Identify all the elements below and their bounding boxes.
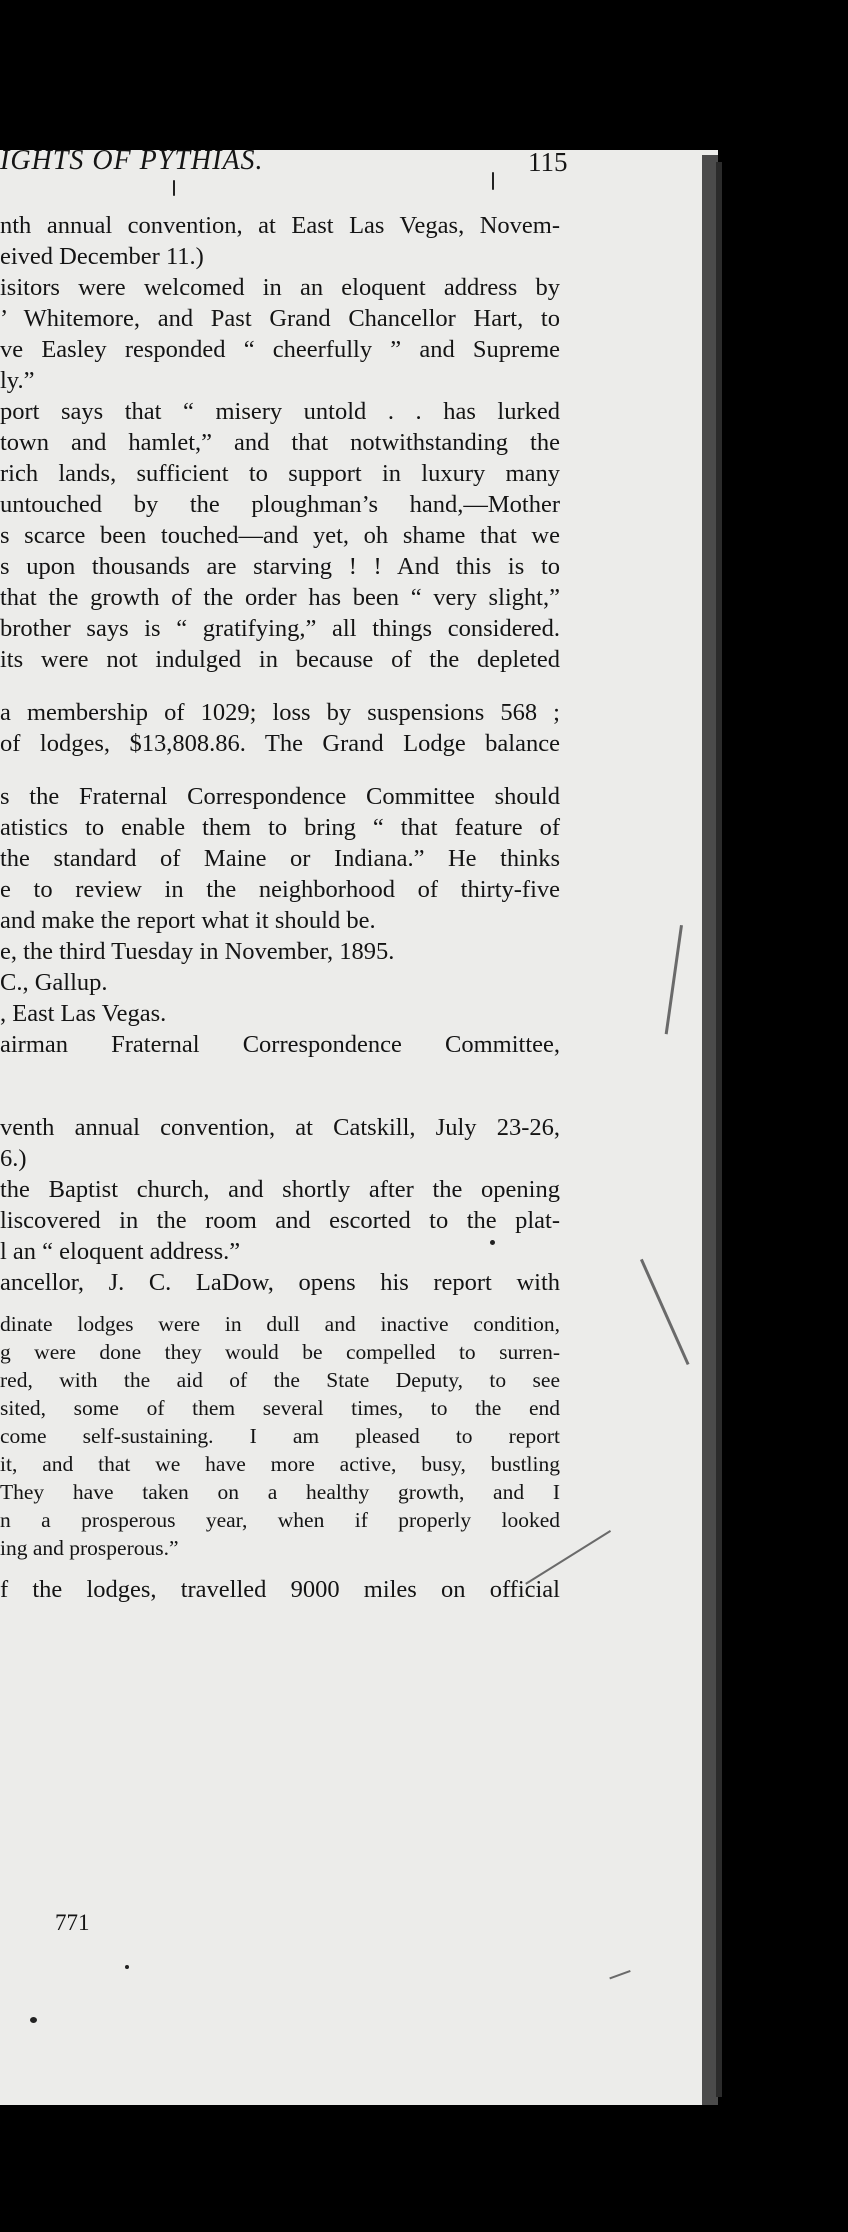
text-line: and make the report what it should be. <box>0 907 376 934</box>
text-line: isitors were welcomed in an eloquent address by <box>0 274 560 301</box>
quote-line: come self-sustaining. I am pleased to report <box>0 1424 560 1448</box>
text-line: the Baptist church, and shortly after the opening <box>0 1176 560 1203</box>
ink-speck <box>173 180 175 196</box>
ink-speck <box>490 1240 495 1245</box>
quote-line: dinate lodges were in dull and inactive condition, <box>0 1312 560 1336</box>
text-line: nth annual convention, at East Las Vegas, Novem- <box>0 212 560 239</box>
page-edge-dark <box>716 162 722 2097</box>
text-line: brother says is “ gratifying,” all things considered. <box>0 615 560 642</box>
text-line: port says that “ misery untold . . has lurked <box>0 398 560 425</box>
text-line: untouched by the ploughman’s hand,—Mother <box>0 491 560 518</box>
text-line: airman Fraternal Correspondence Committee, <box>0 1031 560 1058</box>
text-line: e, the third Tuesday in November, 1895. <box>0 938 395 965</box>
quote-line: They have taken on a healthy growth, and I <box>0 1480 560 1504</box>
quote-line: ing and prosperous.” <box>0 1536 179 1560</box>
text-line: ve Easley responded “ cheerfully ” and Supreme <box>0 336 560 363</box>
text-line: liscovered in the room and escorted to the plat- <box>0 1207 560 1234</box>
text-line: f the lodges, travelled 9000 miles on official <box>0 1576 560 1603</box>
body-text <box>0 210 560 1605</box>
text-line: venth annual convention, at Catskill, July 23-26, <box>0 1114 560 1141</box>
text-line: e to review in the neighborhood of thirty-five <box>0 876 560 903</box>
quote-line: red, with the aid of the State Deputy, to see <box>0 1368 560 1392</box>
text-line: s the Fraternal Correspondence Committee should <box>0 783 560 810</box>
text-line: of lodges, $13,808.86. The Grand Lodge balance <box>0 730 560 757</box>
text-line: town and hamlet,” and that notwithstanding the <box>0 429 560 456</box>
text-line: l an “ eloquent address.” <box>0 1238 241 1265</box>
quote-line: g were done they would be compelled to surren- <box>0 1340 560 1364</box>
text-line: a membership of 1029; loss by suspensions 568 ; <box>0 699 560 726</box>
text-line: C., Gallup. <box>0 969 108 996</box>
quote-line: it, and that we have more active, busy, bustling <box>0 1452 560 1476</box>
signature-mark: 771 <box>55 1910 90 1935</box>
ink-speck <box>492 172 494 190</box>
text-line: its were not indulged in because of the depleted <box>0 646 560 673</box>
text-line: eived December 11.) <box>0 243 204 270</box>
text-line: ancellor, J. C. LaDow, opens his report with <box>0 1269 560 1296</box>
text-line: rich lands, sufficient to support in luxury many <box>0 460 560 487</box>
text-line: , East Las Vegas. <box>0 1000 167 1027</box>
running-head: IGHTS OF PYTHIAS. <box>0 145 264 176</box>
ink-speck <box>30 2017 37 2023</box>
quote-line: n a prosperous year, when if properly looked <box>0 1508 560 1532</box>
text-line: ly.” <box>0 367 35 394</box>
text-line: ’ Whitemore, and Past Grand Chancellor Hart, to <box>0 305 560 332</box>
text-line: 6.) <box>0 1145 27 1172</box>
text-line: atistics to enable them to bring “ that feature of <box>0 814 560 841</box>
page-header <box>0 145 718 185</box>
ink-speck <box>125 1965 129 1969</box>
quote-line: sited, some of them several times, to the end <box>0 1396 560 1420</box>
text-line: s upon thousands are starving ! ! And this is to <box>0 553 560 580</box>
text-line: the standard of Maine or Indiana.” He thinks <box>0 845 560 872</box>
text-line: s scarce been touched—and yet, oh shame that we <box>0 522 560 549</box>
text-line: that the growth of the order has been “ very slight,” <box>0 584 560 611</box>
page-number: 115 <box>528 147 568 177</box>
